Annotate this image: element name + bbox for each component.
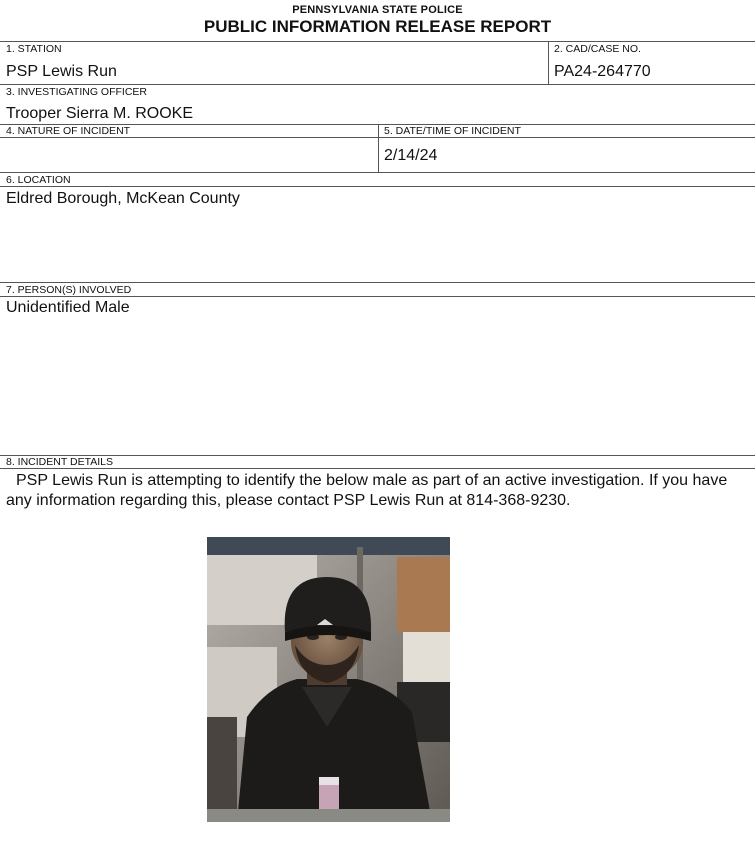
- divider: [0, 84, 755, 85]
- divider: [0, 282, 755, 283]
- nature-label: 4. NATURE OF INCIDENT: [6, 125, 131, 137]
- agency-name: PENNSYLVANIA STATE POLICE: [292, 4, 463, 16]
- divider: [0, 455, 755, 456]
- divider: [378, 124, 379, 172]
- divider: [0, 41, 755, 42]
- divider: [0, 186, 755, 187]
- details-text: PSP Lewis Run is attempting to identify the below male as part of an active investigation. If you have any information regarding this, please contact PSP Lewis Run at 814-368-9230.: [6, 472, 728, 509]
- surveillance-photo: [207, 537, 450, 822]
- station-label: 1. STATION: [6, 43, 62, 55]
- station-value: PSP Lewis Run: [6, 63, 117, 80]
- datetime-label: 5. DATE/TIME OF INCIDENT: [384, 125, 521, 137]
- datetime-value: 2/14/24: [384, 147, 438, 164]
- persons-label: 7. PERSON(S) INVOLVED: [6, 284, 132, 296]
- report-header: [0, 4, 755, 37]
- case-no-value: PA24-264770: [554, 63, 651, 80]
- officer-label: 3. INVESTIGATING OFFICER: [6, 86, 147, 98]
- case-no-label: 2. CAD/CASE NO.: [554, 43, 641, 55]
- persons-value: Unidentified Male: [6, 299, 130, 316]
- location-value: Eldred Borough, McKean County: [6, 190, 240, 207]
- divider: [0, 296, 755, 297]
- divider: [0, 172, 755, 173]
- officer-value: Trooper Sierra M. ROOKE: [6, 105, 194, 122]
- divider: [0, 468, 755, 469]
- report-title: PUBLIC INFORMATION RELEASE REPORT: [203, 17, 552, 36]
- details-label: 8. INCIDENT DETAILS: [6, 456, 113, 468]
- location-label: 6. LOCATION: [6, 174, 71, 186]
- divider: [548, 41, 549, 84]
